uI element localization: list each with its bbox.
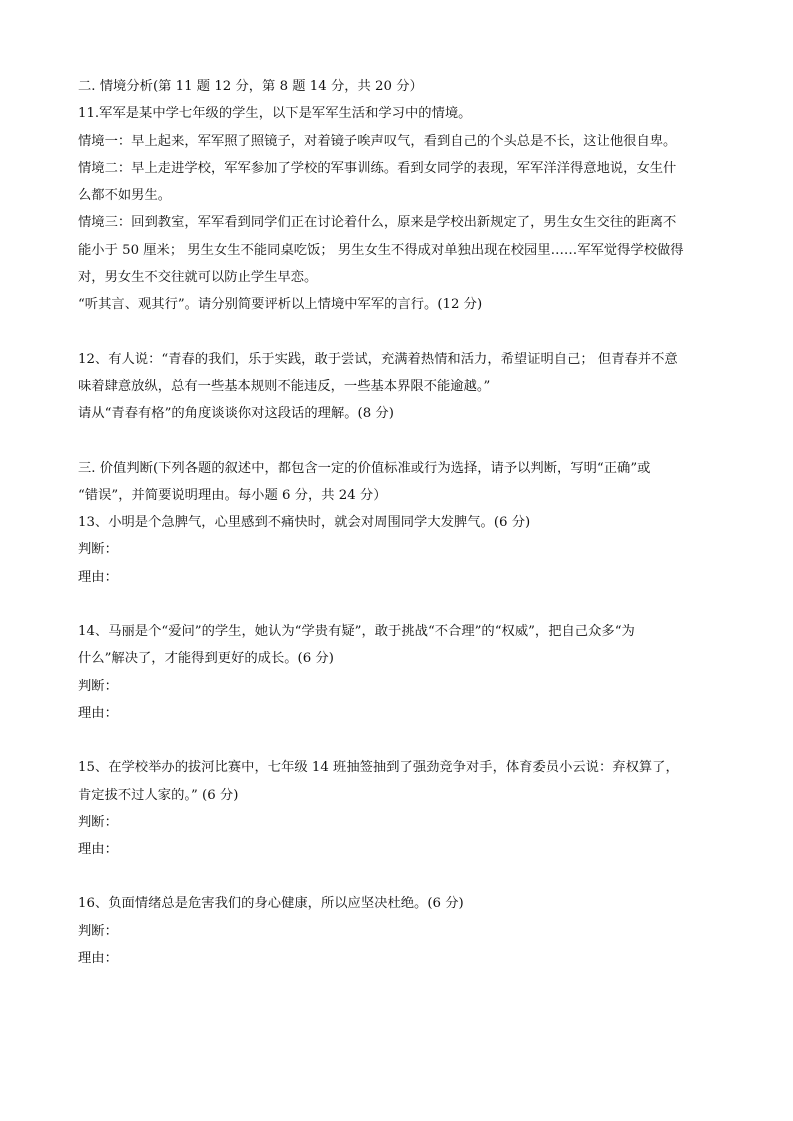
question-15 bbox=[78, 754, 728, 863]
q16-line: 16、负面情绪总是危害我们的身心健康，所以应坚决杜绝。(6 分) bbox=[78, 896, 464, 912]
q11-line: 情境二：早上走进学校，军军参加了学校的军事训练。看到女同学的表现，军军洋洋得意地说，女生什 bbox=[78, 160, 677, 176]
q11-line: 情境一：早上起来，军军照了照镜子，对着镜子唉声叹气，看到自己的个头总是不长，这让他很自卑。 bbox=[78, 133, 677, 149]
q12-line: 12、有人说：“青春的我们，乐于实践，敢于尝试，充满着热情和活力，希望证明自己； 但青春并不意 bbox=[78, 351, 678, 367]
question-12 bbox=[78, 346, 728, 428]
q15-judge-label: 判断： bbox=[78, 814, 118, 830]
spacer bbox=[78, 319, 728, 346]
question-16 bbox=[78, 890, 728, 972]
q11-line: 对，男女生不交往就可以防止学生早恋。 bbox=[78, 270, 318, 286]
q11-line: 情境三：回到教室，军军看到同学们正在讨论着什么，原来是学校出新规定了，男生女生交往的距离不 bbox=[78, 215, 677, 231]
q14-line: 什么”解决了，才能得到更好的成长。(6 分) bbox=[78, 651, 334, 667]
q13-judge-label: 判断： bbox=[78, 542, 118, 558]
section-3-heading-line: “错误”，并简要说明理由。每小题 6 分，共 24 分） bbox=[78, 487, 387, 503]
q11-line: 能小于 50 厘米； 男生女生不能同桌吃饭； 男生女生不得成对单独出现在校园里……军军觉得学校做得 bbox=[78, 242, 684, 258]
spacer bbox=[78, 727, 728, 754]
section-3-heading-line: 三. 价值判断(下列各题的叙述中，都包含一定的价值标准或行为选择，请予以判断，写明“正确”或 bbox=[78, 460, 651, 476]
section-2-heading: 二. 情境分析(第 11 题 12 分，第 8 题 14 分，共 20 分） bbox=[78, 79, 423, 94]
question-11 bbox=[78, 100, 728, 318]
q14-judge-label: 判断： bbox=[78, 678, 118, 694]
q14-line: 14、马丽是个“爱问”的学生，她认为“学贵有疑”，敢于挑战“不合理”的“权威”，把自己众多“为 bbox=[78, 624, 635, 640]
q11-line: 11.军军是某中学七年级的学生，以下是军军生活和学习中的情境。 bbox=[78, 106, 472, 122]
q15-reason-label: 理由： bbox=[78, 842, 118, 858]
q15-line: 肯定拔不过人家的。” (6 分) bbox=[78, 787, 239, 803]
q16-reason-label: 理由： bbox=[78, 951, 118, 967]
q14-reason-label: 理由： bbox=[78, 705, 118, 721]
q16-judge-label: 判断： bbox=[78, 923, 118, 939]
q13-reason-label: 理由： bbox=[78, 569, 118, 585]
spacer bbox=[78, 863, 728, 890]
q11-line: “听其言、观其行”。请分别简要评析以上情境中军军的言行。(12 分) bbox=[78, 297, 483, 313]
question-14 bbox=[78, 618, 728, 727]
section-3-heading bbox=[78, 455, 728, 510]
spacer bbox=[78, 591, 728, 618]
q11-line: 么都不如男生。 bbox=[78, 188, 172, 204]
q12-line: 味着肆意放纵，总有一些基本规则不能违反，一些基本界限不能逾越。” bbox=[78, 378, 491, 394]
q15-line: 15、在学校举办的拔河比赛中，七年级 14 班抽签抽到了强劲竞争对手，体育委员小云说：弃权算了， bbox=[78, 760, 679, 776]
q13-line: 13、小明是个急脾气，心里感到不痛快时，就会对周围同学大发脾气。(6 分) bbox=[78, 515, 531, 531]
q12-line: 请从“青春有格”的角度谈谈你对这段话的理解。(8 分) bbox=[78, 406, 394, 422]
question-13 bbox=[78, 509, 728, 591]
spacer bbox=[78, 428, 728, 455]
document-content bbox=[78, 73, 728, 972]
